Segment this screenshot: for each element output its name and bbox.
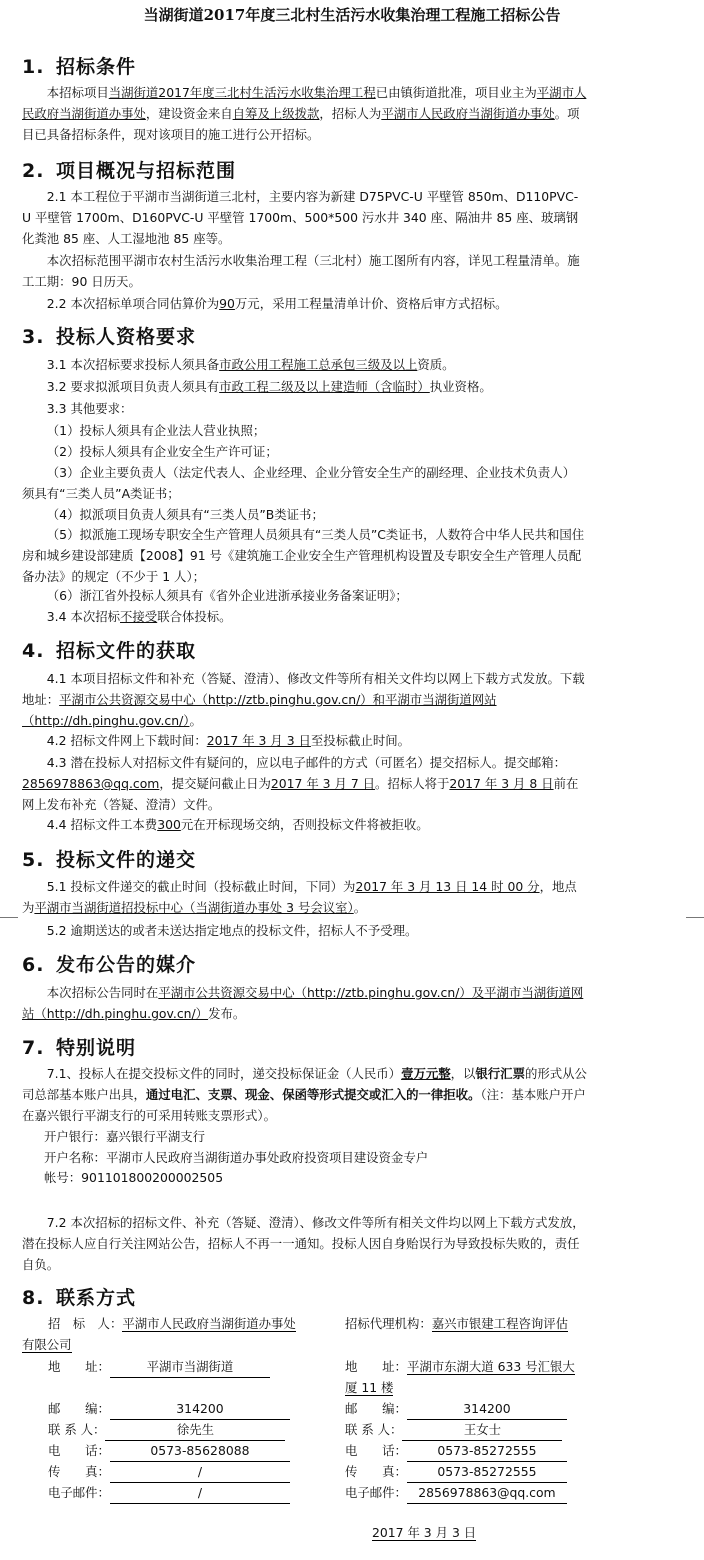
agent-contact-label: 电 话： [345,1443,407,1458]
section-5-para-1: 5.1 投标文件递交的截止时间（投标截止时间，下同）为2017 年 3 月 13 日 14 时 00 分，地点为平湖市当湖街道招投标中心（当湖街道办事处 3 号会议室）。 [22,879,577,915]
section-3-sub-4: （4）拟派项目负责人须具有“三类人员”B类证书； [46,507,324,522]
section-6-body: 本次招标公告同时在平湖市公共资源交易中心（http://ztb.pinghu.gov.cn/）及平湖市当湖街道网站（http://dh.pinghu.gov.cn/）发布。 [22,985,584,1021]
section-3-sub-6: （6）浙江省外投标人须具有《省外企业进浙承接业务备案证明》； [46,588,408,603]
section-3-sub-5: （5）拟派施工现场专职安全生产管理人员须具有“三类人员”C类证书，人数符合中华人民共和国住房和城乡建设部建质【2008】91 号《建筑施工企业安全生产管理机构设置及专职安全生产管理人员配备办法》的规定（不少于 1 人）； [22,527,585,584]
section-2-para-1: 2.1 本工程位于平湖市当湖街道三北村，主要内容为新建 D75PVC-U 平壁管 850m、D110PVC-U 平壁管 1700m、D160PVC-U 平壁管 1700m、500*500 污水井 340 座、隔油井 85 座、玻璃钢化粪池 85 座、人工湿地池 85 座等。 [22,189,579,246]
tenderer-contact-row [48,1483,290,1504]
tenderer-contact-label: 传 真： [48,1464,110,1479]
agent-contact-label: 电子邮件： [345,1485,407,1500]
agent-contact-row [345,1420,562,1441]
section-3-item-4: 3.4 本次招标不接受联合体投标。 [46,609,232,624]
tenderer-address-row: 地 址： 平湖市当湖街道 [48,1357,270,1378]
section-3-sub-3: （3）企业主要负责人（法定代表人、企业经理、企业分管安全生产的副经理、企业技术负责人）须具有“三类人员”A类证书； [22,465,576,501]
account-name: 开户名称：平湖市人民政府当湖街道办事处政府投资项目建设资金专户 [44,1150,429,1165]
agent-address-row-wrap: 厦 11 楼 [345,1380,394,1395]
margin-mark-left [0,917,18,918]
tenderer-contact-value: 314200 [110,1399,290,1420]
agent-row: 招标代理机构：嘉兴市银建工程咨询评估 [345,1316,569,1331]
tenderer-contact-value: 徐先生 [105,1420,285,1441]
agent-contact-value: 0573-85272555 [407,1462,567,1483]
section-heading-3: 3. 投标人资格要求 [22,326,197,348]
tenderer-contact-label: 电子邮件： [48,1485,110,1500]
tenderer-contact-row [48,1462,290,1483]
agent-contact-row [345,1399,567,1420]
agent-contact-value: 2856978863@qq.com [407,1483,567,1504]
agent-contact-label: 邮 编： [345,1401,407,1416]
section-3-sub-1: （1）投标人须具有企业法人营业执照； [46,423,266,438]
tenderer-contact-value: / [110,1483,290,1504]
section-3-sub-2: （2）投标人须具有企业安全生产许可证； [46,444,278,459]
tenderer-contact-label: 邮 编： [48,1401,110,1416]
tenderer-row-wrap: 有限公司 [22,1337,72,1352]
margin-mark-right [686,917,704,918]
agent-contact-row [345,1441,567,1462]
tenderer-contact-value: 0573-85628088 [110,1441,290,1462]
tenderer-contact-value: / [110,1462,290,1483]
page-title: 当湖街道2017年度三北村生活污水收集治理工程施工招标公告 [143,6,561,24]
section-2-para-3: 2.2 本次招标单项合同估算价为90万元，采用工程量清单计价、资格后审方式招标。 [46,296,508,311]
section-7-para-2: 7.2 本次招标的招标文件、补充（答疑、澄清）、修改文件等所有相关文件均以网上下载方式发放，潜在投标人应自行关注网站公告，招标人不再一一通知。投标人因自身贻误行为导致投标失败的，责任自负。 [22,1215,585,1272]
section-heading-2: 2. 项目概况与招标范围 [22,160,237,182]
section-1-body: 本招标项目当湖街道2017年度三北村生活污水收集治理工程已由镇街道批准，项目业主为平湖市人民政府当湖街道办事处，建设资金来自自筹及上级拨款，招标人为平湖市人民政府当湖街道办事处。项目已具备招标条件，现对该项目的施工进行公开招标。 [22,85,587,142]
tenderer-contact-label: 电 话： [48,1443,110,1458]
tenderer-contact-row [48,1399,290,1420]
section-4-para-3: 4.3 潜在投标人对招标文件有疑问的，应以电子邮件的方式（可匿名）提交招标人。提交邮箱：2856978863@qq.com，提交疑问截止日为2017 年 3 月 7 日。招标人将于2017 年 3 月 8 日前在网上发布补充（答疑、澄清）文件。 [22,755,579,812]
section-heading-8: 8. 联系方式 [22,1287,137,1309]
section-heading-6: 6. 发布公告的媒介 [22,954,197,976]
section-heading-1: 1. 招标条件 [22,56,137,78]
announcement-date: 2017 年 3 月 3 日 [372,1525,477,1540]
agent-contact-label: 联 系 人： [345,1422,403,1437]
section-3-item-1: 3.1 本次招标要求投标人须具备市政公用工程施工总承包三级及以上资质。 [46,357,455,372]
agent-contact-row [345,1483,567,1504]
section-2-para-2: 本次招标范围平湖市农村生活污水收集治理工程（三北村）施工图所有内容，详见工程量清单。施工工期：90 日历天。 [22,253,580,289]
section-4-para-1: 4.1 本项目招标文件和补充（答疑、澄清）、修改文件等所有相关文件均以网上下载方式发放。下载地址：平湖市公共资源交易中心（http://ztb.pinghu.gov.cn/）和平湖市当湖街道网站（http://dh.pinghu.gov.cn/）。 [22,671,585,728]
section-heading-4: 4. 招标文件的获取 [22,640,197,662]
agent-contact-value: 314200 [407,1399,567,1420]
agent-contact-label: 传 真： [345,1464,407,1479]
tenderer-contact-label: 联 系 人： [48,1422,106,1437]
section-3-item-2: 3.2 要求拟派项目负责人须具有市政工程二级及以上建造师（含临时）执业资格。 [46,379,492,394]
tenderer-contact-row [48,1420,285,1441]
agent-address-row: 地 址：平湖市东湖大道 633 号汇银大 [345,1359,575,1374]
agent-contact-value: 0573-85272555 [407,1441,567,1462]
agent-contact-row [345,1462,567,1483]
section-heading-5: 5. 投标文件的递交 [22,849,197,871]
section-3-item-3: 3.3 其他要求： [46,401,133,416]
tenderer-row: 招 标 人：平湖市人民政府当湖街道办事处 [48,1316,296,1331]
section-7-para-1: 7.1、投标人在提交投标文件的同时，递交投标保证金（人民币）壹万元整，以银行汇票的形式从公司总部基本账户出具，通过电汇、支票、现金、保函等形式提交或汇入的一律拒收。（注：基本账户开户在嘉兴银行平湖支行的可采用转账支票形式）。 [22,1066,587,1123]
tenderer-contact-row [48,1441,290,1462]
bank-name: 开户银行：嘉兴银行平湖支行 [44,1129,206,1144]
agent-contact-value: 王女士 [402,1420,562,1441]
section-4-para-2: 4.2 招标文件网上下载时间：2017 年 3 月 3 日至投标截止时间。 [46,733,411,748]
account-number: 帐号：901101800200002505 [44,1170,224,1185]
section-5-para-2: 5.2 逾期送达的或者未送达指定地点的投标文件，招标人不予受理。 [46,923,418,938]
section-heading-7: 7. 特别说明 [22,1037,137,1059]
section-4-para-4: 4.4 招标文件工本费300元在开标现场交纳，否则投标文件将被拒收。 [46,817,429,832]
